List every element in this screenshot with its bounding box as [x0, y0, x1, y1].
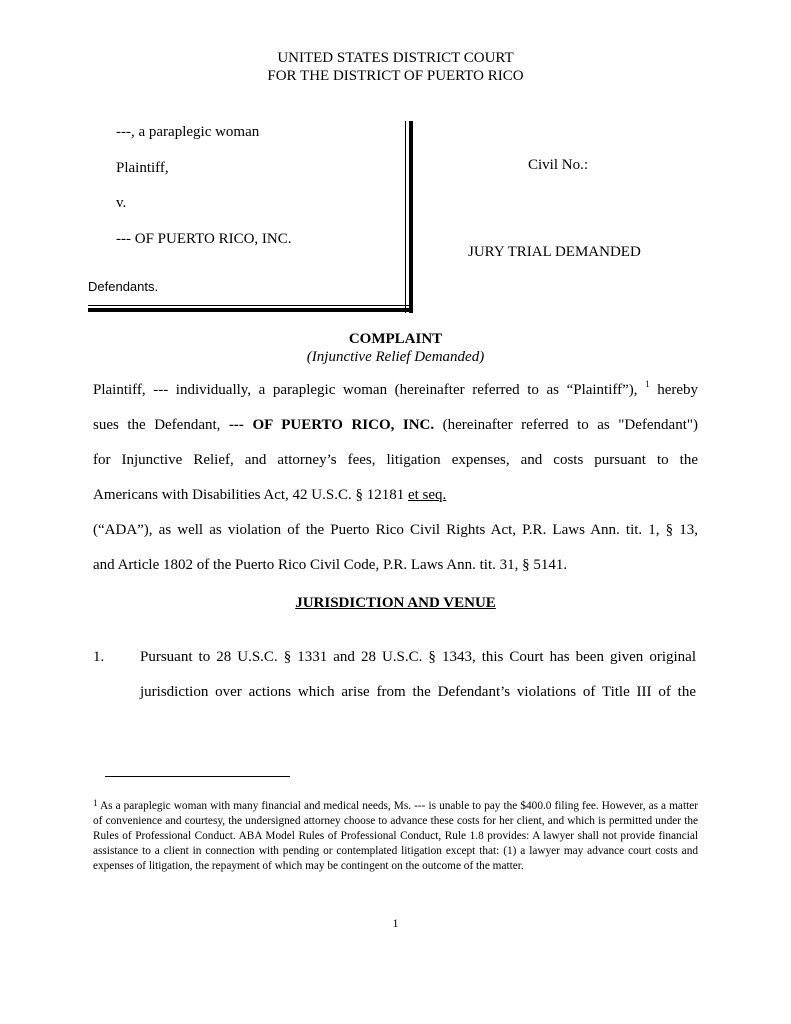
intro-line-4: [93, 487, 698, 504]
intro-line-6: and Article 1802 of the Puerto Rico Civil Code, P.R. Laws Ann. tit. 31, § 5141.: [93, 557, 568, 573]
defendant-name: --- OF PUERTO RICO, INC.: [116, 231, 292, 247]
complaint-title: COMPLAINT: [348, 331, 443, 347]
court-district: FOR THE DISTRICT OF PUERTO RICO: [267, 68, 524, 84]
intro-line-5: (“ADA”), as well as violation of the Puerto Rico Civil Rights Act, P.R. Laws Ann. tit. 1, § 13,: [93, 522, 698, 538]
civil-number-label: Civil No.:: [528, 157, 589, 173]
paragraph-1-line-2: jurisdiction over actions which arise from the Defendant’s violations of Title III of the: [140, 684, 696, 700]
intro-line-4-text: Americans with Disabilities Act, 42 U.S.C. § 12181: [93, 487, 405, 503]
complaint-subtitle: (Injunctive Relief Demanded): [306, 349, 485, 365]
intro-line-3: for Injunctive Relief, and attorney’s fees, litigation expenses, and costs pursuant to the: [93, 452, 698, 468]
intro-line-1-end: hereby: [657, 382, 699, 398]
page-number: 1: [392, 916, 399, 930]
et-seq-link: et seq.: [407, 487, 447, 503]
section-heading: JURISDICTION AND VENUE: [295, 595, 496, 611]
versus-label: v.: [116, 195, 127, 211]
jury-demand: JURY TRIAL DEMANDED: [468, 244, 641, 260]
footnote-text: As a paraplegic woman with many financial and medical needs, Ms. --- is unable to pay the $400.0 filing fee. However, as a matter of convenience and courtesy, the undersigned attorney choose to advance these costs for her client, and which is permitted under the Rules of Professional Conduct. ABA Model Rules of Professional Conduct, Rule 1.8 provides: A lawyer shall not provide financial assistance to a client in connection with pending or contemplated litigation except that: (1) a lawyer may advance court costs and expenses of litigation, the repayment of which may be contingent on the outcome of the matter.: [93, 800, 698, 872]
defendants-label: Defendants.: [88, 279, 159, 294]
intro-line-2-end: (hereinafter referred to as "Defendant"): [442, 417, 698, 433]
plaintiff-label: Plaintiff,: [116, 160, 169, 176]
plaintiff-name: ---, a paraplegic woman: [116, 124, 260, 140]
paragraph-1-line-1: Pursuant to 28 U.S.C. § 1331 and 28 U.S.C. § 1343, this Court has been given original: [140, 649, 696, 665]
footnote: [93, 799, 698, 874]
court-name: UNITED STATES DISTRICT COURT: [277, 50, 514, 66]
intro-line-1: [93, 379, 699, 399]
intro-line-2-text: sues the Defendant,: [93, 417, 221, 433]
intro-line-1-text: Plaintiff, --- individually, a paraplegic woman (hereinafter referred to as “Plaintiff”),: [93, 382, 638, 398]
footnote-ref[interactable]: 1: [645, 379, 650, 389]
caption-border-right: [409, 121, 413, 313]
caption-border-bottom: [88, 308, 413, 312]
footnote-separator: [105, 776, 290, 777]
caption-border-bottom-inner: [88, 305, 409, 306]
defendant-bold-name: --- OF PUERTO RICO, INC.: [228, 417, 435, 433]
paragraph-number: 1.: [93, 649, 105, 665]
footnote-mark: 1: [93, 798, 98, 808]
intro-line-2: [93, 417, 698, 434]
caption-border-right-inner: [405, 121, 406, 313]
